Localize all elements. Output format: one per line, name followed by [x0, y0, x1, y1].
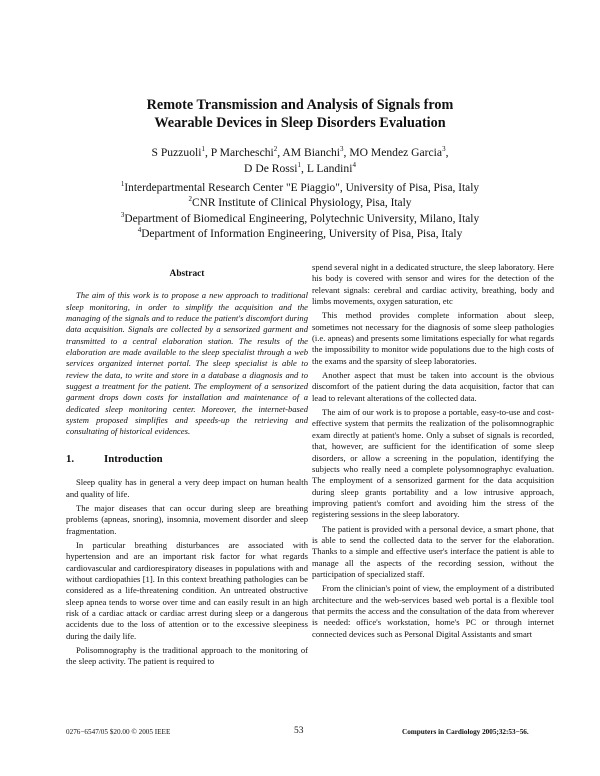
author-list	[0, 145, 600, 177]
author-name: D De Rossi	[244, 162, 298, 175]
footer-copyright: 0276−6547/05 $20.00 © 2005 IEEE	[66, 728, 171, 736]
abstract-heading: Abstract	[169, 269, 205, 279]
affiliation-list	[0, 181, 600, 242]
title-line-2: Wearable Devices in Sleep Disorders Evaluation	[154, 115, 446, 131]
paragraph: In particular breathing disturbances are associated with hypertension and are an important risk factor for what regards cardiovascular and cardiorespiratory diseases in populations with and without cardiopathies [1]. In this context breathing pathologies can be considered as a life-threatening condition. An untreated obstructive sleep apnea tends to worse over time and can easily result in an high risk of a cardiac attack or cardiac arrest during sleep or a dangerous accidents due to the loss of attention or to the excessive sleepiness during the daily life.	[66, 539, 308, 641]
right-column	[312, 262, 554, 643]
section-title: Introduction	[104, 452, 163, 465]
author-name: , L Landini	[301, 162, 353, 175]
author-name: , AM Bianchi	[277, 146, 341, 159]
paragraph: The major diseases that can occur during sleep are breathing problems (apneas, snoring), insomnia, movement disorder and sleep fragmentation.	[66, 502, 308, 536]
author-sep: ,	[445, 146, 449, 159]
author-name: , MO Mendez Garcia	[343, 146, 443, 159]
section-heading	[66, 454, 308, 465]
paper-title	[0, 96, 600, 132]
author-affil-sup: 2	[273, 145, 278, 154]
author-line-2	[0, 161, 600, 177]
paragraph: This method provides complete information about sleep, sometimes not necessary for the diagnosis of some sleep pathologies (i.e. apneas) and presents some limitations especially for what regards the impossibility to monitor wide populations due to the high costs of the exams and the sparsity of sleep laboratories.	[312, 310, 554, 366]
author-affil-sup: 4	[352, 161, 356, 170]
paragraph: Polisomnography is the traditional approach to the monitoring of the sleep activity. The patient is required to	[66, 644, 308, 667]
page-number: 53	[294, 726, 304, 736]
title-line-1: Remote Transmission and Analysis of Signals from	[146, 97, 454, 113]
affiliation: $^2$CNR Institute of Clinical Physiology, Pisa, Italy	[188, 195, 412, 210]
paragraph: The aim of our work is to propose a portable, easy-to-use and cost-effective system that permits the realization of the polisomnographic exam directly at patient's home. Only a subset of signals is recorded, that, however, are sufficient for the identification of some sleep disorders, or allow a screening in the population, identifying the subjects who really need a complete polysomnographyc evaluation. The employment of a sensorized garment for the data acquisition during sleep grants portability and a low intrusive approach, improving patient's comfort and avoiding him the stress of the registering sessions in the sleep laboratory.	[312, 407, 554, 520]
author-line-1	[0, 145, 600, 161]
affiliation: $^4$Department of Information Engineering, University of Pisa, Pisa, Italy	[137, 226, 463, 240]
author-affil-sup: 3	[442, 145, 446, 154]
section-number: 1.	[66, 452, 75, 465]
footer-citation: Computers in Cardiology 2005;32:53−56.	[402, 728, 529, 736]
affiliation: $^1$Interdepartmental Research Center "E Piaggio", University of Pisa, Pisa, Italy	[120, 180, 480, 194]
affiliation: $^3$Department of Biomedical Engineering, Polytechnic University, Milano, Italy	[120, 210, 480, 225]
abstract-text: The aim of this work is to propose a new approach to traditional sleep monitoring, in order to simplify the acquisition and the managing of the signals and to reduce the patient's discomfort during data acquisition. Signals are collected by a sensorized garment and transmitted to a central elaboration station. The results of the elaboration are made available to the sleep specialist through a web services organized internet portal. The sleep specialist is able to review the data, to write and store in a database a diagnosis and to suggest a treatment for the patient. The employment of a sensorized garment drops down costs for installation and maintenance of a dedicated sleep monitoring center. Moreover, the internet-based system proposed simplifies and speeds-up the retrieving and consultating of historical evidences.	[66, 290, 308, 437]
author-affil-sup: 3	[340, 145, 344, 154]
paragraph: Another aspect that must be taken into account is the obvious discomfort of the patient during the data acquisition, factor that can lead to relevant alterations of the collected data.	[312, 370, 554, 403]
paragraph: spend several night in a dedicated structure, the sleep laboratory. Here his body is covered with sensor and wires for the detection of the relevant signals: cerebral and cardiac activity, breathing, body and limbs movements, oxygen saturation, etc	[312, 262, 554, 307]
paragraph: Sleep quality has in general a very deep impact on human health and quality of life.	[66, 477, 308, 499]
author-name: S Puzzuoli	[151, 146, 202, 159]
left-column	[66, 263, 308, 671]
author-affil-sup: 1	[297, 161, 302, 170]
author-affil-sup: 1	[201, 145, 205, 154]
author-name: , P Marcheschi	[204, 146, 274, 159]
paragraph: The patient is provided with a personal device, a smart phone, that is able to send the collected data to the server for the elaboration. Thanks to a simple and effective user's interface the patient is able to manage all the aspects of the recording session, without the participation of specialized staff.	[312, 523, 554, 579]
paragraph: From the clinician's point of view, the employment of a distributed architecture and the web-services based web portal is a flexible tool that permits the access and the consultation of the data from wherever is needed: office's workstation, home's PC or through internet connected devices such as Personal Digital Assistants and smart	[312, 583, 554, 639]
